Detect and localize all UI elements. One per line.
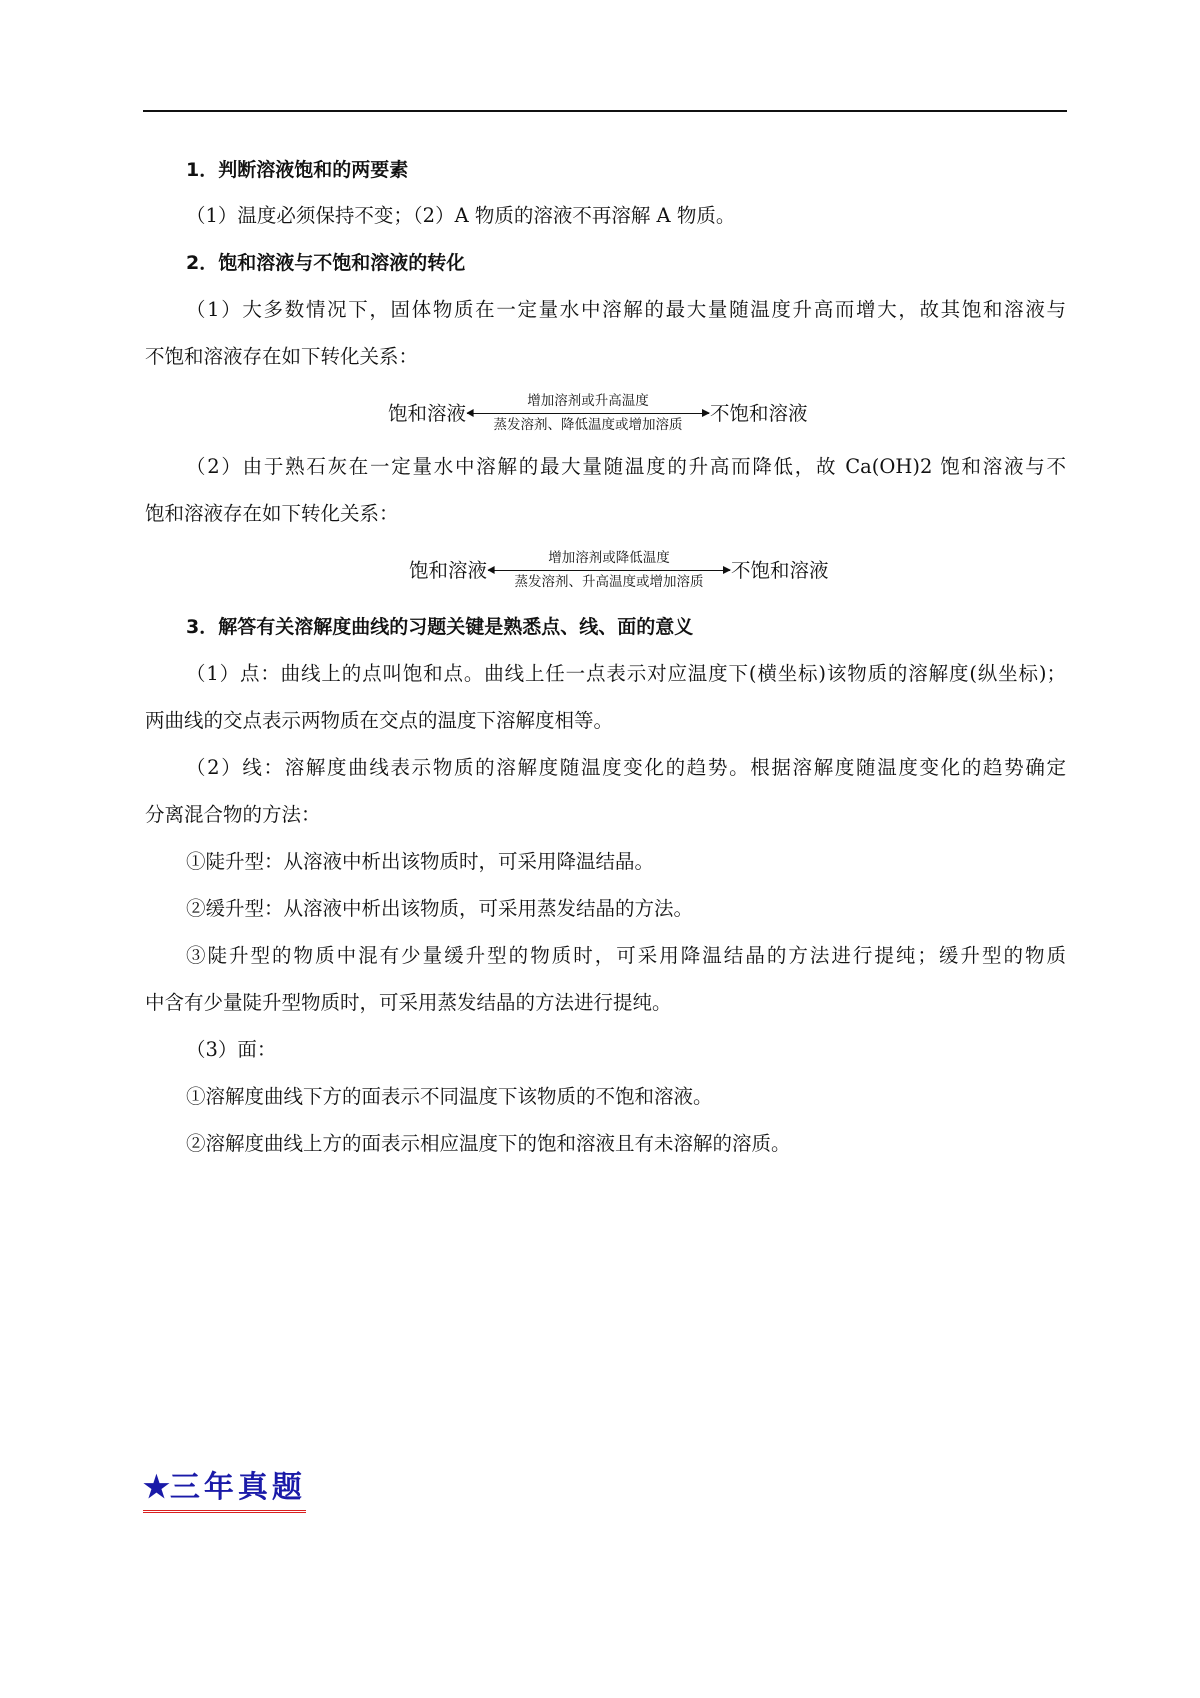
- surface-item-2: ②溶解度曲线上方的面表示相应温度下的饱和溶液且有未溶解的溶质。: [186, 1132, 791, 1155]
- paragraph-2-1-line-2: 不饱和溶液存在如下转化关系：: [145, 345, 419, 368]
- line-item-3-line-2: 中含有少量陡升型物质时，可采用蒸发结晶的方法进行提纯。: [145, 991, 672, 1014]
- diagram-2-left: 饱和溶液: [409, 559, 488, 582]
- section-title-text: 三年真题: [169, 1470, 306, 1505]
- surface-title: （3）面：: [186, 1038, 277, 1061]
- paragraph-1: （1）温度必须保持不变；（2）A 物质的溶液不再溶解 A 物质。: [186, 204, 736, 227]
- line-paragraph-line-1: （2）线：溶解度曲线表示物质的溶解度随温度变化的趋势。根据溶解度随温度变化的趋势确定: [186, 756, 1066, 779]
- diagram-1-top-label: 增加溶剂或升高温度: [527, 393, 649, 409]
- line-paragraph-line-2: 分离混合物的方法：: [145, 803, 321, 826]
- point-paragraph-line-2: 两曲线的交点表示两物质在交点的温度下溶解度相等。: [145, 709, 614, 732]
- diagram-2-top-label: 增加溶剂或降低温度: [548, 550, 670, 566]
- surface-item-1: ①溶解度曲线下方的面表示不同温度下该物质的不饱和溶液。: [186, 1085, 713, 1108]
- conversion-diagram-1: [388, 384, 808, 444]
- paragraph-2-1-line-1: （1）大多数情况下，固体物质在一定量水中溶解的最大量随温度升高而增大，故其饱和溶液与: [186, 298, 1066, 321]
- double-arrow-icon: [467, 384, 709, 444]
- diagram-2-arrow-shaft: [488, 570, 730, 571]
- section-title-three-year-exams: [143, 1468, 306, 1513]
- heading-3: 3．解答有关溶解度曲线的习题关键是熟悉点、线、面的意义: [186, 616, 694, 638]
- diagram-1-left: 饱和溶液: [388, 402, 467, 425]
- line-item-2: ②缓升型：从溶液中析出该物质，可采用蒸发结晶的方法。: [186, 897, 694, 920]
- line-item-3-line-1: ③陡升型的物质中混有少量缓升型的物质时，可采用降温结晶的方法进行提纯；缓升型的物质: [186, 944, 1066, 967]
- paragraph-2-2-line-2: 饱和溶液存在如下转化关系：: [145, 502, 399, 525]
- point-paragraph-line-1: （1）点：曲线上的点叫饱和点。曲线上任一点表示对应温度下(横坐标)该物质的溶解度(纵坐标)；: [186, 662, 1066, 685]
- conversion-diagram-2: [409, 541, 829, 601]
- heading-1: 1．判断溶液饱和的两要素: [186, 159, 409, 181]
- diagram-1-arrow-shaft: [467, 413, 709, 414]
- double-arrow-icon: [488, 541, 730, 601]
- line-item-1: ①陡升型：从溶液中析出该物质时，可采用降温结晶。: [186, 850, 655, 873]
- heading-2: 2．饱和溶液与不饱和溶液的转化: [186, 252, 466, 274]
- diagram-1-right: 不饱和溶液: [710, 402, 808, 425]
- star-icon: ★: [143, 1470, 170, 1505]
- diagram-2-bottom-label: 蒸发溶剂、升高温度或增加溶质: [514, 574, 704, 590]
- paragraph-2-2-line-1: （2）由于熟石灰在一定量水中溶解的最大量随温度的升高而降低，故 Ca(OH)2 饱和溶液与不: [186, 455, 1066, 478]
- diagram-2-right: 不饱和溶液: [731, 559, 829, 582]
- diagram-1-bottom-label: 蒸发溶剂、降低温度或增加溶质: [493, 417, 683, 433]
- header-rule: [143, 110, 1067, 112]
